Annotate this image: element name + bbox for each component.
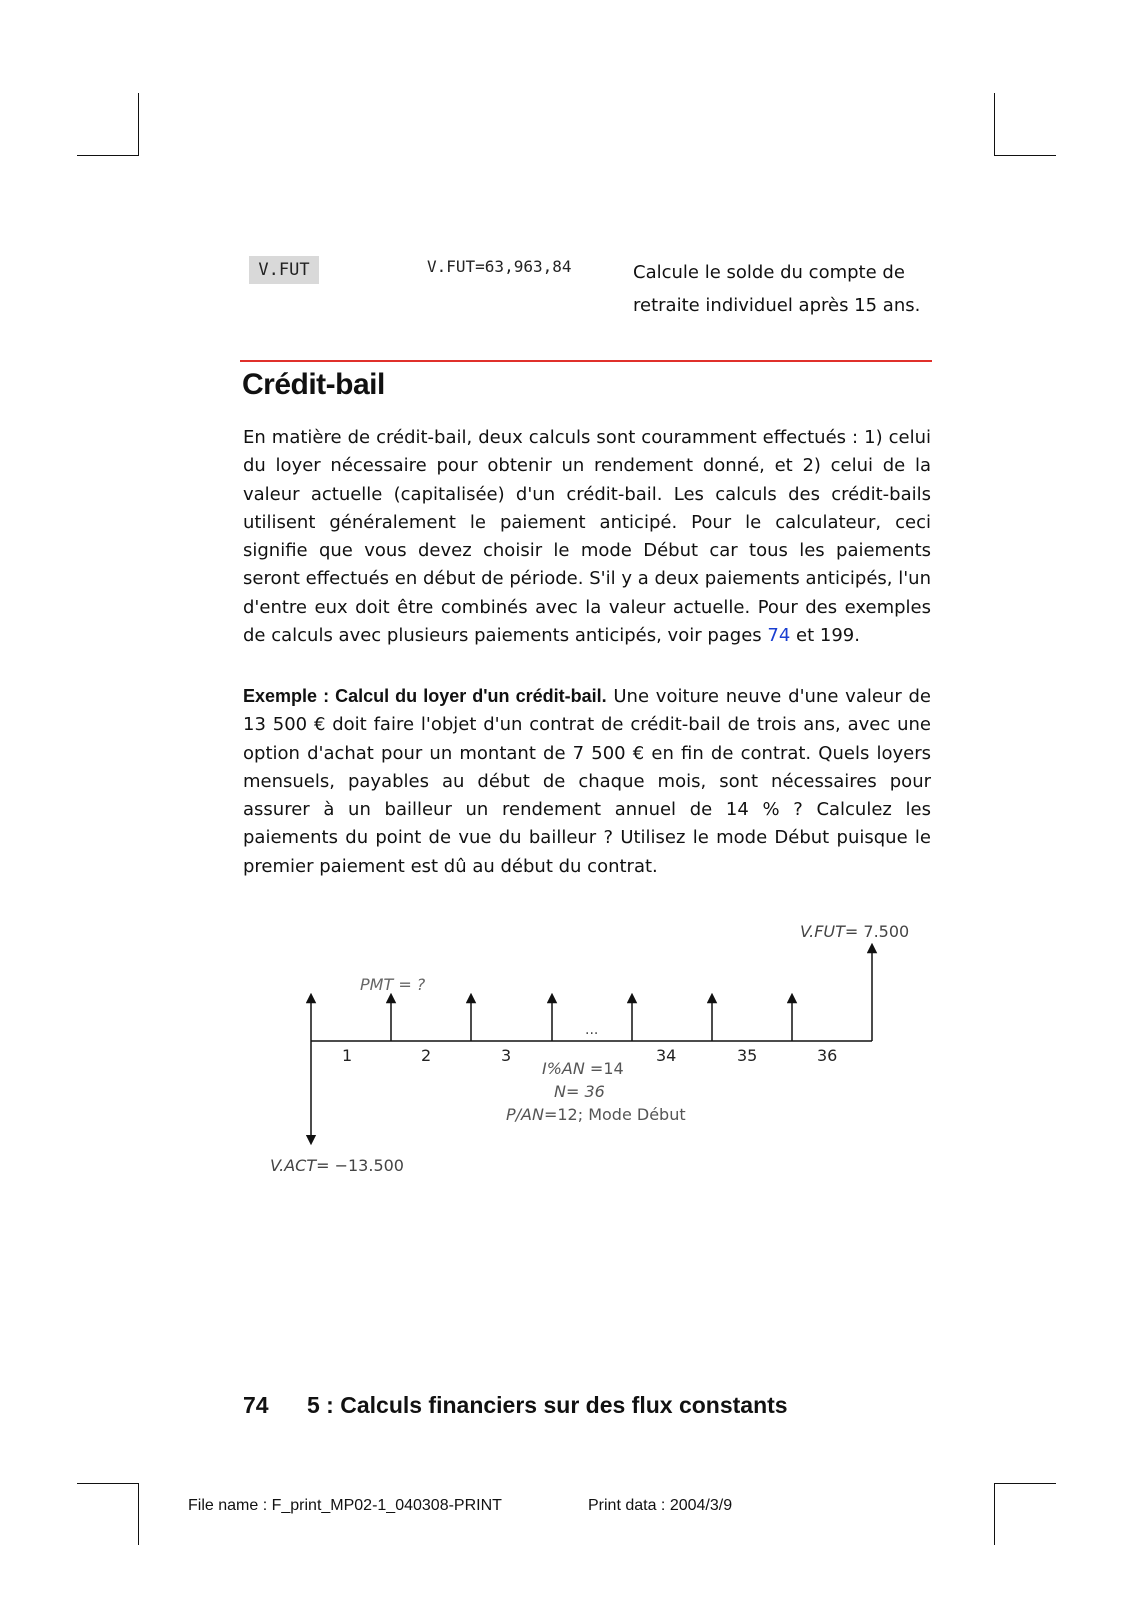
keystroke-description: [633, 256, 933, 322]
rate-label: I%AN =14: [542, 1059, 624, 1078]
period-label: 36: [817, 1046, 838, 1065]
cash-flow-diagram: [0, 900, 1133, 1190]
ellipsis-label: ...: [585, 1022, 599, 1038]
page-link[interactable]: 74: [767, 625, 791, 647]
chapter-title: 5 : Calculs financiers sur des flux constants: [307, 1392, 788, 1418]
file-name: File name : F_print_MP02-1_040308-PRINT: [188, 1497, 502, 1514]
crop-mark-bottom-right-v: [994, 1483, 995, 1545]
crop-mark-top-left-v: [138, 93, 139, 155]
future-value-label: V.FUT= 7.500: [800, 922, 910, 941]
page-number: 74: [243, 1392, 269, 1418]
print-date: Print data : 2004/3/9: [588, 1497, 733, 1514]
description-line: retraite individuel après 15 ans.: [633, 295, 921, 316]
example-lead: Exemple : Calcul du loyer d'un crédit-bail.: [243, 686, 607, 706]
example-text: Une voiture neuve d'une valeur de 13 500 € doit faire l'objet d'un contrat de crédit-bail de trois ans, avec une option d'achat pour un montant de 7 500 € en fin de contrat. Quels loyers mensuels, payables au début de chaque mois, sont nécessaires pour assurer à un bailleur un rendement annuel de 14 % ? Calculez les paiements du point de vue du bailleur ? Utilisez le mode Début puisque le premier paiement est dû au début du contrat.: [243, 686, 931, 877]
page-footer-chapter: [243, 1392, 788, 1419]
crop-mark-top-right-h: [994, 155, 1056, 156]
crop-mark-bottom-right-h: [994, 1483, 1056, 1484]
intro-paragraph: [243, 424, 931, 650]
section-rule: [240, 360, 932, 362]
period-label: 1: [342, 1046, 353, 1065]
crop-mark-top-right-v: [994, 93, 995, 155]
payments-per-year-label: P/AN=12; Mode Début: [506, 1105, 686, 1124]
period-label: 34: [656, 1046, 677, 1065]
intro-text: En matière de crédit-bail, deux calculs sont couramment effectués : 1) celui du loyer nécessaire pour obtenir un rendement donné, et 2) celui de la valeur actuelle (capitalisée) d'un crédit-bail. Les calculs des crédit-bails utilisent généralement le paiement anticipé. Pour le calculateur, ceci signifie que vous devez choisir le mode Début car tous les paiements seront effectués en début de période. S'il y a deux paiements anticipés, l'un d'entre eux doit être combinés avec la valeur actuelle. Pour des exemples de calculs avec plusieurs paiements anticipés, voir pages: [243, 427, 931, 647]
example-paragraph: [243, 682, 931, 881]
crop-mark-bottom-left-h: [77, 1483, 139, 1484]
period-label: 3: [501, 1046, 512, 1065]
calculator-key: V.FUT: [249, 256, 319, 284]
crop-mark-bottom-left-v: [138, 1483, 139, 1545]
intro-text-end: et 199.: [790, 625, 860, 647]
payment-label: PMT = ?: [360, 975, 426, 994]
section-title: Crédit-bail: [242, 368, 385, 401]
description-line: Calcule le solde du compte de: [633, 262, 905, 283]
present-value-label: V.ACT= −13.500: [270, 1156, 404, 1175]
calculator-display: V.FUT=63,963,84: [427, 257, 572, 276]
period-label: 2: [421, 1046, 432, 1065]
periods-count-label: N= 36: [554, 1082, 605, 1101]
period-label: 35: [737, 1046, 758, 1065]
crop-mark-top-left-h: [77, 155, 139, 156]
